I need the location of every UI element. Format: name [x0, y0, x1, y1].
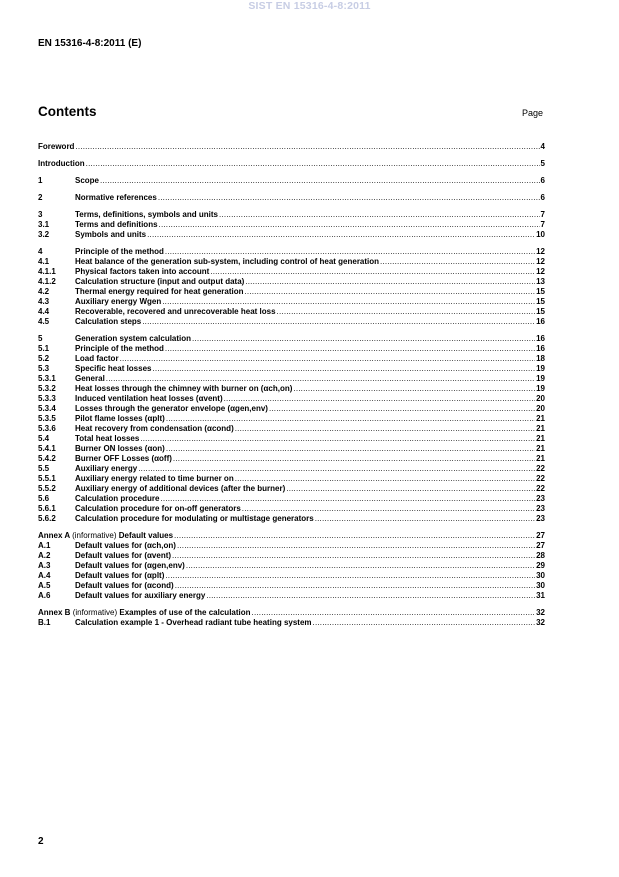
- toc-entry-title: Principle of the method: [75, 344, 164, 353]
- toc-dot-leader: [269, 404, 535, 414]
- toc-entry[interactable]: [38, 364, 545, 374]
- toc-entry[interactable]: [38, 551, 545, 561]
- toc-entry-page: 16: [536, 334, 545, 343]
- toc-entry-number: 2: [38, 193, 43, 202]
- toc-dot-leader: [277, 307, 536, 317]
- toc-entry[interactable]: [38, 287, 545, 297]
- toc-dot-leader: [313, 618, 536, 628]
- toc-entry-page: 16: [536, 344, 545, 353]
- toc-dot-leader: [75, 142, 539, 152]
- toc-entry-number: 5.3.1: [38, 374, 56, 383]
- page-title: Contents: [38, 104, 97, 119]
- toc-dot-leader: [224, 394, 535, 404]
- toc-entry[interactable]: [38, 591, 545, 601]
- toc-entry-page: 20: [536, 404, 545, 413]
- toc-entry-title: Default values for (αgen,env): [75, 561, 185, 570]
- toc-entry-page: 15: [536, 287, 545, 296]
- toc-dot-leader: [162, 297, 535, 307]
- toc-entry-page: 21: [536, 454, 545, 463]
- toc-entry[interactable]: [38, 384, 545, 394]
- toc-entry[interactable]: [38, 317, 545, 327]
- toc-entry-page: 28: [536, 551, 545, 560]
- toc-entry-page: 21: [536, 414, 545, 423]
- toc-dot-leader: [165, 344, 535, 354]
- toc-entry-page: 16: [536, 317, 545, 326]
- document-id: EN 15316-4-8:2011 (E): [38, 38, 142, 49]
- toc-dot-leader: [210, 267, 535, 277]
- toc-dot-leader: [219, 210, 540, 220]
- toc-entry[interactable]: [38, 424, 545, 434]
- toc-entry[interactable]: [38, 159, 545, 169]
- toc-entry-page: 15: [536, 297, 545, 306]
- toc-entry-page: 12: [536, 257, 545, 266]
- toc-dot-leader: [206, 591, 535, 601]
- toc-entry-title: Default values for (αvent): [75, 551, 172, 560]
- toc-entry-number: Annex A: [38, 531, 70, 540]
- toc-dot-leader: [235, 474, 535, 484]
- toc-entry-number: 5.3: [38, 364, 50, 373]
- toc-entry-page: 23: [536, 504, 545, 513]
- toc-entry-number: B.1: [38, 618, 51, 627]
- toc-entry[interactable]: [38, 344, 545, 354]
- toc-entry-number: 5.5.1: [38, 474, 56, 483]
- toc-dot-leader: [152, 364, 535, 374]
- toc-entry-title: Terms, definitions, symbols and units: [75, 210, 218, 219]
- toc-dot-leader: [158, 193, 540, 203]
- toc-entry-title: Burner OFF Losses (αoff): [75, 454, 172, 463]
- toc-entry-number: A.4: [38, 571, 51, 580]
- toc-dot-leader: [106, 374, 535, 384]
- toc-entry-title-text: Default values: [118, 531, 174, 540]
- toc-entry-number: 4.1: [38, 257, 50, 266]
- toc-entry-page: 22: [536, 464, 545, 473]
- toc-entry[interactable]: [38, 571, 545, 581]
- toc-entry-page: 23: [536, 494, 545, 503]
- toc-dot-leader: [120, 354, 536, 364]
- toc-entry-page: 21: [536, 434, 545, 443]
- toc-dot-leader: [244, 287, 535, 297]
- toc-entry-title: Symbols and units: [75, 230, 147, 239]
- toc-entry-number: A.2: [38, 551, 51, 560]
- toc-entry-title: General: [75, 374, 105, 383]
- toc-dot-leader: [235, 424, 535, 434]
- toc-dot-leader: [252, 608, 536, 618]
- toc-dot-leader: [315, 514, 535, 524]
- toc-entry-page: 19: [536, 384, 545, 393]
- toc-entry-number: 5.6.1: [38, 504, 56, 513]
- page-column-label: Page: [522, 108, 544, 118]
- toc-dot-leader: [380, 257, 535, 267]
- toc-entry-title: Generation system calculation: [75, 334, 192, 343]
- toc-entry[interactable]: [38, 193, 545, 203]
- toc-entry[interactable]: [38, 277, 545, 287]
- toc-entry-page: 4: [540, 142, 545, 151]
- toc-dot-leader: [100, 176, 540, 186]
- toc-entry-title: Heat recovery from condensation (αcond): [75, 424, 234, 433]
- toc-entry-page: 7: [540, 220, 545, 229]
- toc-entry-number: 3.1: [38, 220, 50, 229]
- toc-entry-number: 4.4: [38, 307, 50, 316]
- toc-entry[interactable]: [38, 514, 545, 524]
- toc-entry-page: 12: [536, 247, 545, 256]
- toc-entry-title: Losses through the generator envelope (αgen,env): [75, 404, 268, 413]
- toc-entry-title: Heat losses through the chimney with burner on (αch,on): [75, 384, 293, 393]
- toc-entry-title: Default values for (αcond): [75, 581, 174, 590]
- toc-entry-page: 7: [540, 210, 545, 219]
- toc-entry-page: 30: [536, 581, 545, 590]
- toc-dot-leader: [147, 230, 535, 240]
- toc-entry-page: 10: [536, 230, 545, 239]
- toc-entry-title: Pilot flame losses (αplt): [75, 414, 165, 423]
- toc-entry-page: 13: [536, 277, 545, 286]
- toc-entry-title: Specific heat losses: [75, 364, 152, 373]
- toc-entry-title: Auxiliary energy: [75, 464, 138, 473]
- toc-entry-title: Calculation structure (input and output data): [75, 277, 245, 286]
- toc-entry[interactable]: [38, 334, 545, 344]
- toc-entry-page: 23: [536, 514, 545, 523]
- toc-entry-number: 5.4.1: [38, 444, 56, 453]
- page-number: 2: [38, 836, 44, 847]
- toc-entry[interactable]: [38, 307, 545, 317]
- toc-entry-informative: (informative): [72, 608, 118, 617]
- toc-entry[interactable]: [38, 618, 545, 628]
- toc-entry[interactable]: [38, 142, 545, 152]
- toc-entry-number: 5.6.2: [38, 514, 56, 523]
- toc-entry[interactable]: [38, 414, 545, 424]
- toc-entry-number: 5: [38, 334, 43, 343]
- toc-entry[interactable]: [38, 454, 545, 464]
- toc-dot-leader: [142, 317, 535, 327]
- toc-entry-title: Calculation example 1 - Overhead radiant tube heating system: [75, 618, 312, 627]
- toc-entry-number: 5.1: [38, 344, 50, 353]
- toc-entry[interactable]: [38, 444, 545, 454]
- toc-entry-number: 3: [38, 210, 43, 219]
- toc-entry-title: Burner ON losses (αon): [75, 444, 165, 453]
- toc-dot-leader: [186, 561, 535, 571]
- toc-entry-title: Default values for auxiliary energy: [75, 591, 206, 600]
- toc-entry-page: 21: [536, 444, 545, 453]
- toc-entry[interactable]: [38, 297, 545, 307]
- toc-entry[interactable]: [38, 354, 545, 364]
- toc-entry[interactable]: [38, 608, 545, 618]
- toc-entry[interactable]: [38, 394, 545, 404]
- toc-entry-page: 30: [536, 571, 545, 580]
- toc-entry-number: 5.6: [38, 494, 50, 503]
- toc-entry-title: Recoverable, recovered and unrecoverable heat loss: [75, 307, 276, 316]
- toc-entry-page: 5: [540, 159, 545, 168]
- toc-dot-leader: [173, 454, 535, 464]
- toc-dot-leader: [293, 384, 535, 394]
- toc-entry-page: 32: [536, 608, 545, 617]
- toc-entry[interactable]: [38, 474, 545, 484]
- toc-entry-page: 15: [536, 307, 545, 316]
- toc-entry-number: 5.2: [38, 354, 50, 363]
- toc-dot-leader: [174, 531, 535, 541]
- toc-entry[interactable]: [38, 404, 545, 414]
- toc-entry-title: Total heat losses: [75, 434, 140, 443]
- toc-entry-title: Scope: [75, 176, 100, 185]
- toc-entry-title: Thermal energy required for heat generation: [75, 287, 244, 296]
- toc-entry-number: 5.5: [38, 464, 50, 473]
- toc-entry-number: 5.4.2: [38, 454, 56, 463]
- toc-entry-number: 3.2: [38, 230, 50, 239]
- toc-entry-title: Physical factors taken into account: [75, 267, 210, 276]
- toc-entry-title: Terms and definitions: [75, 220, 158, 229]
- toc-entry-title: Auxiliary energy Wgen: [75, 297, 162, 306]
- toc-dot-leader: [86, 159, 540, 169]
- toc-dot-leader: [177, 541, 535, 551]
- toc-dot-leader: [245, 277, 535, 287]
- toc-entry-number: 4.5: [38, 317, 50, 326]
- toc-entry[interactable]: [38, 434, 545, 444]
- toc-entry-number: 5.3.3: [38, 394, 56, 403]
- toc-entry[interactable]: [38, 176, 545, 186]
- toc-dot-leader: [165, 247, 535, 257]
- toc-dot-leader: [166, 414, 535, 424]
- toc-entry[interactable]: [38, 531, 545, 541]
- toc-entry-page: 20: [536, 394, 545, 403]
- toc-entry-title: Auxiliary energy related to time burner on: [75, 474, 234, 483]
- toc-entry-page: 29: [536, 561, 545, 570]
- toc-entry-number: 4.3: [38, 297, 50, 306]
- toc-entry[interactable]: [38, 484, 545, 494]
- toc-dot-leader: [242, 504, 535, 514]
- toc-dot-leader: [138, 464, 535, 474]
- toc-entry-title: Normative references: [75, 193, 157, 202]
- toc-dot-leader: [140, 434, 535, 444]
- toc-entry-page: 27: [536, 541, 545, 550]
- toc-entry-page: 6: [540, 193, 545, 202]
- toc-entry-page: 21: [536, 424, 545, 433]
- toc-entry-title: Principle of the method: [75, 247, 164, 256]
- toc-entry-page: 22: [536, 484, 545, 493]
- toc-entry[interactable]: [38, 374, 545, 384]
- toc-entry-number: 4.1.2: [38, 277, 56, 286]
- toc-entry[interactable]: [38, 230, 545, 240]
- toc-entry-title: [38, 608, 251, 618]
- toc-entry-title: Foreword: [38, 142, 75, 151]
- toc-entry-page: 18: [536, 354, 545, 363]
- toc-entry-title: Calculation procedure for modulating or multistage generators: [75, 514, 314, 523]
- toc-dot-leader: [192, 334, 535, 344]
- toc-entry-page: 32: [536, 618, 545, 627]
- toc-dot-leader: [159, 220, 540, 230]
- toc-entry[interactable]: [38, 581, 545, 591]
- toc-entry-title: Heat balance of the generation sub-system, including control of heat generation: [75, 257, 380, 266]
- toc-entry-title: Default values for (αplt): [75, 571, 165, 580]
- toc-entry-number: 5.3.6: [38, 424, 56, 433]
- toc-entry[interactable]: [38, 267, 545, 277]
- toc-entry-number: Annex B: [38, 608, 71, 617]
- toc-entry-title: Induced ventilation heat losses (αvent): [75, 394, 223, 403]
- toc-entry-number: A.5: [38, 581, 51, 590]
- toc-dot-leader: [160, 494, 535, 504]
- toc-entry-number: A.3: [38, 561, 51, 570]
- watermark: SIST EN 15316-4-8:2011: [248, 0, 371, 12]
- toc-entry-page: 19: [536, 364, 545, 373]
- toc-entry-title: [38, 531, 173, 541]
- toc-entry[interactable]: [38, 220, 545, 230]
- toc-entry-number: 5.5.2: [38, 484, 56, 493]
- toc-entry-number: 5.3.4: [38, 404, 56, 413]
- toc-entry-title: Default values for (αch,on): [75, 541, 176, 550]
- toc-entry[interactable]: [38, 494, 545, 504]
- toc-entry-page: 12: [536, 267, 545, 276]
- toc-entry-page: 27: [536, 531, 545, 540]
- toc-entry-title-text: Examples of use of the calculation: [119, 608, 251, 617]
- toc-entry-number: A.6: [38, 591, 51, 600]
- toc-entry-number: 1: [38, 176, 43, 185]
- toc-entry-title: Auxiliary energy of additional devices (after the burner): [75, 484, 286, 493]
- toc-entry-number: 5.3.5: [38, 414, 56, 423]
- toc-entry[interactable]: [38, 541, 545, 551]
- toc-entry-number: 5.3.2: [38, 384, 56, 393]
- toc-dot-leader: [172, 551, 535, 561]
- toc-entry-number: 4.2: [38, 287, 50, 296]
- toc-dot-leader: [165, 571, 535, 581]
- table-of-contents: [38, 142, 545, 628]
- toc-entry[interactable]: [38, 504, 545, 514]
- toc-entry[interactable]: [38, 247, 545, 257]
- toc-entry-number: 4: [38, 247, 43, 256]
- toc-entry-number: A.1: [38, 541, 51, 550]
- toc-entry[interactable]: [38, 210, 545, 220]
- toc-dot-leader: [175, 581, 535, 591]
- toc-dot-leader: [286, 484, 535, 494]
- toc-entry-number: 5.4: [38, 434, 50, 443]
- toc-entry-informative: (informative): [72, 531, 117, 540]
- toc-entry-title: Calculation procedure: [75, 494, 160, 503]
- toc-entry-page: 6: [540, 176, 545, 185]
- toc-entry-title: Introduction: [38, 159, 85, 168]
- toc-entry[interactable]: [38, 561, 545, 571]
- toc-entry[interactable]: [38, 464, 545, 474]
- toc-entry-page: 22: [536, 474, 545, 483]
- toc-entry-title: Load factor: [75, 354, 119, 363]
- toc-entry-page: 19: [536, 374, 545, 383]
- toc-dot-leader: [166, 444, 535, 454]
- toc-entry-number: 4.1.1: [38, 267, 56, 276]
- toc-entry-title: Calculation procedure for on-off generators: [75, 504, 241, 513]
- toc-entry-title: Calculation steps: [75, 317, 142, 326]
- toc-entry-page: 31: [536, 591, 545, 600]
- toc-entry[interactable]: [38, 257, 545, 267]
